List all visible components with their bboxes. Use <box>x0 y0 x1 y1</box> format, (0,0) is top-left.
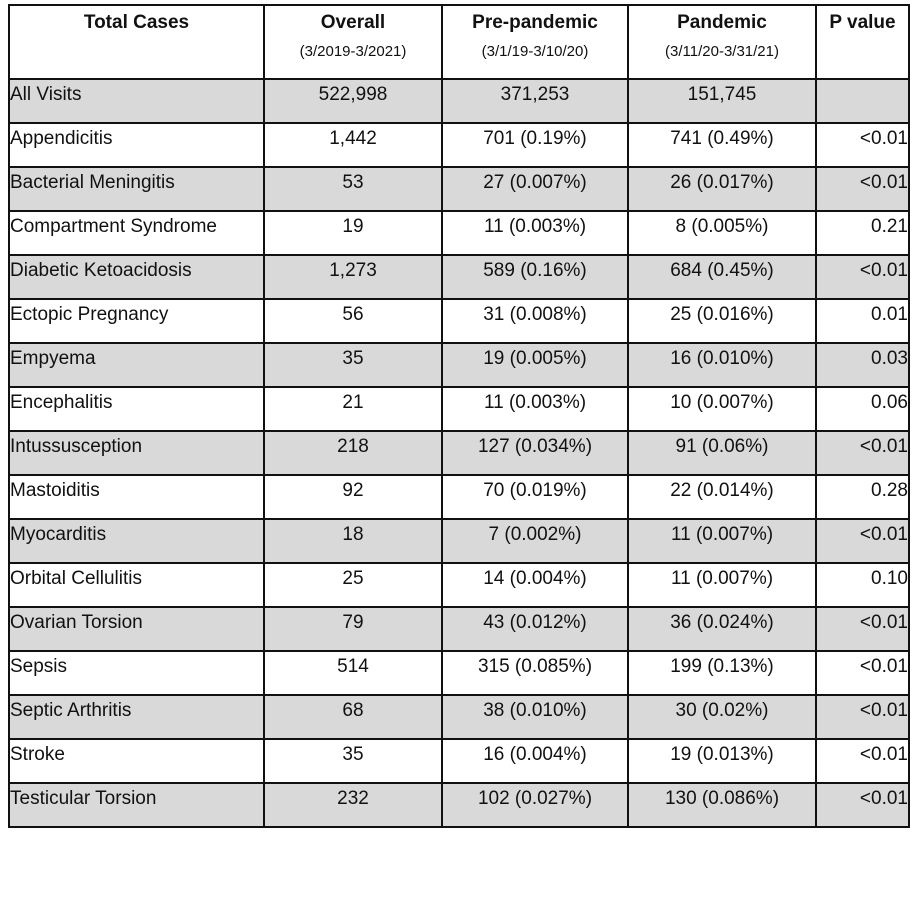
table-row <box>9 783 909 827</box>
table-header-row <box>9 5 909 79</box>
table-row <box>9 255 909 299</box>
header-pandemic-range: (3/11/20-3/31/21) <box>665 43 779 60</box>
cell-p-value: <0.01 <box>816 167 909 211</box>
cell-condition: Compartment Syndrome <box>9 211 264 255</box>
cell-condition: Stroke <box>9 739 264 783</box>
cell-pandemic: 151,745 <box>628 79 816 123</box>
cell-pre-pandemic: 371,253 <box>442 79 628 123</box>
cell-overall: 92 <box>264 475 442 519</box>
cell-p-value: 0.03 <box>816 343 909 387</box>
cell-pre-pandemic: 11 (0.003%) <box>442 211 628 255</box>
cell-pandemic: 16 (0.010%) <box>628 343 816 387</box>
header-overall-label: Overall <box>320 12 386 33</box>
cell-p-value: <0.01 <box>816 739 909 783</box>
header-overall-range: (3/2019-3/2021) <box>299 43 407 60</box>
cell-pandemic: 91 (0.06%) <box>628 431 816 475</box>
cell-p-value: 0.28 <box>816 475 909 519</box>
cell-condition: Orbital Cellulitis <box>9 563 264 607</box>
cell-overall: 514 <box>264 651 442 695</box>
cell-pandemic: 30 (0.02%) <box>628 695 816 739</box>
cell-pre-pandemic: 315 (0.085%) <box>442 651 628 695</box>
cell-pandemic: 25 (0.016%) <box>628 299 816 343</box>
cell-overall: 35 <box>264 343 442 387</box>
cell-pre-pandemic: 43 (0.012%) <box>442 607 628 651</box>
header-total-cases <box>9 5 264 79</box>
cell-overall: 218 <box>264 431 442 475</box>
cell-condition: Appendicitis <box>9 123 264 167</box>
table-row <box>9 79 909 123</box>
cell-overall: 25 <box>264 563 442 607</box>
cell-p-value: <0.01 <box>816 783 909 827</box>
table-row <box>9 739 909 783</box>
cell-condition: Myocarditis <box>9 519 264 563</box>
table-row <box>9 211 909 255</box>
cell-pre-pandemic: 27 (0.007%) <box>442 167 628 211</box>
cell-pandemic: 11 (0.007%) <box>628 519 816 563</box>
cell-p-value: 0.10 <box>816 563 909 607</box>
cell-overall: 18 <box>264 519 442 563</box>
cell-p-value: <0.01 <box>816 255 909 299</box>
header-overall <box>264 5 442 79</box>
table-row <box>9 563 909 607</box>
cell-p-value: <0.01 <box>816 431 909 475</box>
cell-condition: Bacterial Meningitis <box>9 167 264 211</box>
header-p-value-label: P value <box>829 12 896 33</box>
cell-pre-pandemic: 11 (0.003%) <box>442 387 628 431</box>
cell-condition: Ovarian Torsion <box>9 607 264 651</box>
cell-pandemic: 684 (0.45%) <box>628 255 816 299</box>
cell-pandemic: 741 (0.49%) <box>628 123 816 167</box>
cell-pre-pandemic: 31 (0.008%) <box>442 299 628 343</box>
table-row <box>9 167 909 211</box>
cell-pre-pandemic: 589 (0.16%) <box>442 255 628 299</box>
table-row <box>9 431 909 475</box>
table-row <box>9 519 909 563</box>
cell-pre-pandemic: 701 (0.19%) <box>442 123 628 167</box>
cell-pandemic: 22 (0.014%) <box>628 475 816 519</box>
cell-pre-pandemic: 19 (0.005%) <box>442 343 628 387</box>
header-pre-pandemic <box>442 5 628 79</box>
table-row <box>9 387 909 431</box>
header-pandemic-label: Pandemic <box>677 12 767 33</box>
cell-pandemic: 8 (0.005%) <box>628 211 816 255</box>
table-row <box>9 299 909 343</box>
cell-condition: Septic Arthritis <box>9 695 264 739</box>
cell-p-value: <0.01 <box>816 695 909 739</box>
cell-p-value: 0.21 <box>816 211 909 255</box>
cell-overall: 68 <box>264 695 442 739</box>
cell-pre-pandemic: 7 (0.002%) <box>442 519 628 563</box>
cell-pandemic: 19 (0.013%) <box>628 739 816 783</box>
cases-table <box>8 4 910 828</box>
cell-p-value: <0.01 <box>816 651 909 695</box>
cell-condition: Mastoiditis <box>9 475 264 519</box>
cell-overall: 1,273 <box>264 255 442 299</box>
cell-overall: 19 <box>264 211 442 255</box>
table-row <box>9 123 909 167</box>
cell-condition: Encephalitis <box>9 387 264 431</box>
table-row <box>9 651 909 695</box>
cell-overall: 522,998 <box>264 79 442 123</box>
cell-pre-pandemic: 70 (0.019%) <box>442 475 628 519</box>
cell-p-value: 0.01 <box>816 299 909 343</box>
cell-p-value: 0.06 <box>816 387 909 431</box>
cell-overall: 232 <box>264 783 442 827</box>
cell-pandemic: 10 (0.007%) <box>628 387 816 431</box>
table-body <box>9 79 909 827</box>
cell-overall: 53 <box>264 167 442 211</box>
cell-pre-pandemic: 38 (0.010%) <box>442 695 628 739</box>
table-row <box>9 343 909 387</box>
cell-p-value: <0.01 <box>816 519 909 563</box>
cell-overall: 21 <box>264 387 442 431</box>
cell-p-value <box>816 79 909 123</box>
header-pre-pandemic-label: Pre-pandemic <box>472 12 598 33</box>
cell-pre-pandemic: 102 (0.027%) <box>442 783 628 827</box>
cell-pandemic: 130 (0.086%) <box>628 783 816 827</box>
cell-pandemic: 26 (0.017%) <box>628 167 816 211</box>
cell-pandemic: 11 (0.007%) <box>628 563 816 607</box>
cell-p-value: <0.01 <box>816 607 909 651</box>
cell-condition: All Visits <box>9 79 264 123</box>
header-total-cases-label: Total Cases <box>83 12 190 33</box>
cell-overall: 1,442 <box>264 123 442 167</box>
header-pre-pandemic-range: (3/1/19-3/10/20) <box>481 43 589 60</box>
cell-pandemic: 199 (0.13%) <box>628 651 816 695</box>
cell-pre-pandemic: 16 (0.004%) <box>442 739 628 783</box>
table-row <box>9 475 909 519</box>
cell-condition: Intussusception <box>9 431 264 475</box>
cell-overall: 56 <box>264 299 442 343</box>
cell-condition: Empyema <box>9 343 264 387</box>
cell-condition: Testicular Torsion <box>9 783 264 827</box>
cell-condition: Sepsis <box>9 651 264 695</box>
table-row <box>9 695 909 739</box>
cell-overall: 35 <box>264 739 442 783</box>
cell-p-value: <0.01 <box>816 123 909 167</box>
header-pandemic <box>628 5 816 79</box>
cell-condition: Diabetic Ketoacidosis <box>9 255 264 299</box>
cell-overall: 79 <box>264 607 442 651</box>
cell-pre-pandemic: 127 (0.034%) <box>442 431 628 475</box>
cell-pandemic: 36 (0.024%) <box>628 607 816 651</box>
header-p-value <box>816 5 909 79</box>
cell-condition: Ectopic Pregnancy <box>9 299 264 343</box>
cell-pre-pandemic: 14 (0.004%) <box>442 563 628 607</box>
table-row <box>9 607 909 651</box>
